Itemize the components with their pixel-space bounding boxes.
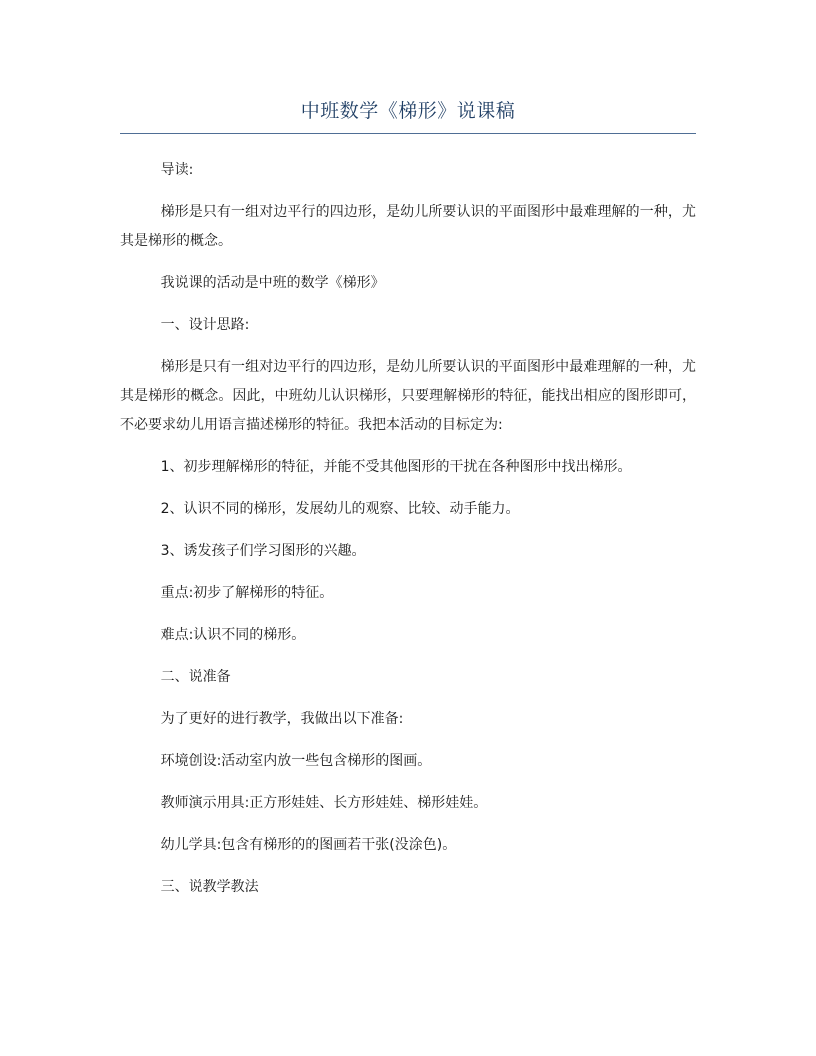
document-body [120,156,696,915]
goal-item-2: 2、认识不同的梯形，发展幼儿的观察、比较、动手能力。 [160,501,520,517]
preparation-environment: 环境创设:活动室内放一些包含梯形的图画。 [160,753,432,769]
difficult-point: 难点:认识不同的梯形。 [160,627,306,643]
title-underline [120,133,696,134]
section-heading-preparation: 二、说准备 [160,669,231,685]
preparation-intro: 为了更好的进行教学，我做出以下准备: [160,711,404,727]
intro-label: 导读: [160,162,194,178]
section-heading-design: 一、设计思路: [160,317,250,333]
preparation-child-tools: 幼儿学具:包含有梯形的的图画若干张(没涂色)。 [160,837,457,853]
section-heading-methods: 三、说教学教法 [160,879,259,895]
design-paragraph: 梯形是只有一组对边平行的四边形，是幼儿所要认识的平面图形中最难理解的一种，尤其是梯形的概念。因此，中班幼儿认识梯形，只要理解梯形的特征，能找出相应的图形即可，不必要求幼儿用语言描述梯形的特征。我把本活动的目标定为: [120,359,696,433]
goal-item-1: 1、初步理解梯形的特征，并能不受其他图形的干扰在各种图形中找出梯形。 [160,459,632,475]
goal-item-3: 3、诱发孩子们学习图形的兴趣。 [160,543,366,559]
intro-paragraph: 梯形是只有一组对边平行的四边形，是幼儿所要认识的平面图形中最难理解的一种，尤其是梯形的概念。 [120,204,696,249]
preparation-teacher-tools: 教师演示用具:正方形娃娃、长方形娃娃、梯形娃娃。 [160,795,488,811]
document-title: 中班数学《梯形》说课稿 [300,100,516,122]
key-point: 重点:初步了解梯形的特征。 [160,585,334,601]
activity-statement: 我说课的活动是中班的数学《梯形》 [160,275,385,291]
